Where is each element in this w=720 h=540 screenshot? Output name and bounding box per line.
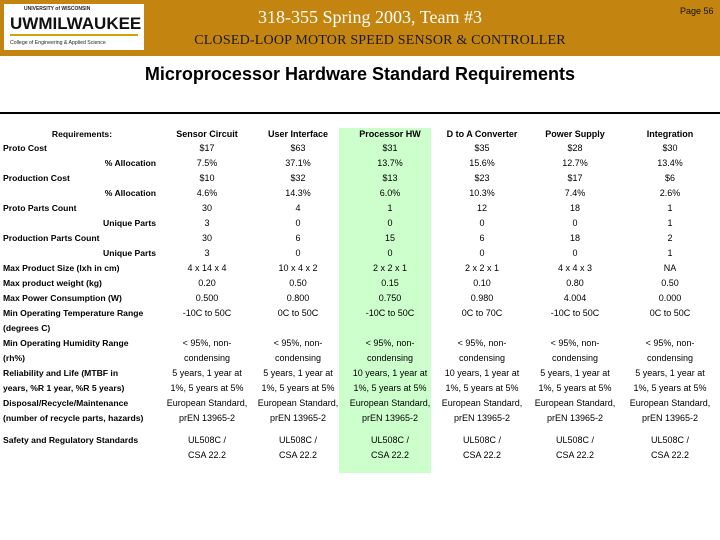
table-cell: condensing	[274, 352, 322, 363]
table-cell: prEN 13965-2	[453, 412, 511, 423]
course-title: 318-355 Spring 2003, Team #3	[258, 7, 482, 27]
table-cell: 5 years, 1 year at	[172, 367, 242, 378]
table-cell: 3	[204, 247, 210, 258]
table-cell: 0	[295, 217, 301, 228]
requirements-table	[2, 127, 718, 462]
table-cell: 12	[476, 202, 487, 213]
table-cell: 0.80	[566, 277, 584, 288]
table-cell: $13	[382, 172, 398, 183]
table-cell: $23	[474, 172, 490, 183]
table-cell: 5 years, 1 year at	[635, 367, 705, 378]
table-cell: 2 x 2 x 1	[372, 262, 408, 273]
table-row	[2, 260, 718, 275]
table-cell: $30	[662, 142, 678, 153]
table-cell: 6	[295, 232, 301, 243]
table-cell: 0	[295, 247, 301, 258]
table-cell	[528, 320, 622, 335]
table-cell: 3	[204, 217, 210, 228]
table-cell: 0.20	[198, 277, 216, 288]
table-cell: 30	[201, 202, 212, 213]
page-title: Microprocessor Hardware Standard Requirements	[144, 64, 576, 84]
logo-college-line: College of Engineering & Applied Science	[10, 40, 106, 46]
table-cell: CSA 22.2	[187, 449, 227, 460]
table-cell: 0.50	[289, 277, 307, 288]
table-cell: 10.3%	[469, 187, 495, 198]
table-cell: 5 years, 1 year at	[540, 367, 610, 378]
row-label: Production Cost	[3, 172, 70, 183]
row-label: Min Operating Humidity Range	[3, 337, 129, 348]
table-row	[2, 335, 718, 350]
table-cell: European Standard,	[629, 397, 711, 408]
table-row	[2, 365, 718, 380]
table-row	[2, 200, 718, 215]
logo-university-line: UNIVERSITY of WISCONSIN	[24, 6, 91, 12]
table-cell: 37.1%	[285, 157, 311, 168]
row-label: (degrees C)	[3, 322, 51, 333]
table-cell: 0	[387, 217, 393, 228]
table-row	[2, 410, 718, 425]
table-cell: 0.800	[286, 292, 310, 303]
header-sensor-circuit: Sensor Circuit	[176, 128, 238, 139]
table-cell: condensing	[646, 352, 694, 363]
table-cell: UL508C /	[462, 434, 502, 445]
table-cell: 1%, 5 years at 5%	[353, 382, 427, 393]
row-label: Max Power Consumption (W)	[3, 292, 122, 303]
row-label: (rh%)	[3, 352, 25, 363]
table-cell: $35	[474, 142, 490, 153]
slide-header	[0, 0, 720, 56]
table-cell: $63	[290, 142, 306, 153]
table-cell: condensing	[458, 352, 506, 363]
table-cell: < 95%, non-	[550, 337, 600, 348]
header-d-to-a-converter: D to A Converter	[446, 128, 518, 139]
header-power-supply: Power Supply	[545, 128, 605, 139]
table-row	[2, 432, 718, 447]
table-cell: 4.004	[563, 292, 587, 303]
table-cell: 15.6%	[469, 157, 495, 168]
table-row	[2, 140, 718, 155]
table-cell: 1%, 5 years at 5%	[538, 382, 612, 393]
table-cell: 10 x 4 x 2	[278, 262, 318, 273]
row-label	[2, 447, 162, 462]
row-label: Unique Parts	[102, 247, 156, 258]
table-row	[2, 290, 718, 305]
table-cell: 0	[479, 247, 485, 258]
table-cell: CSA 22.2	[650, 449, 690, 460]
table-row	[2, 305, 718, 320]
table-cell: 18	[569, 232, 580, 243]
row-label: years, %R 1 year, %R 5 years)	[3, 382, 125, 393]
table-cell: 1%, 5 years at 5%	[633, 382, 707, 393]
row-label: Production Parts Count	[3, 232, 100, 243]
row-label: Unique Parts	[102, 217, 156, 228]
page-number: Page 56	[680, 6, 714, 16]
table-cell: CSA 22.2	[462, 449, 502, 460]
table-cell: $28	[567, 142, 583, 153]
row-label: % Allocation	[104, 157, 156, 168]
table-row	[2, 380, 718, 395]
table-cell: CSA 22.2	[370, 449, 410, 460]
row-spacer	[2, 425, 718, 432]
table-cell: $10	[199, 172, 215, 183]
table-cell: 0.10	[473, 277, 491, 288]
table-row	[2, 320, 718, 335]
row-label: Max product weight (kg)	[3, 277, 102, 288]
table-cell: 1%, 5 years at 5%	[445, 382, 519, 393]
table-cell: European Standard,	[166, 397, 248, 408]
table-cell: 0.50	[661, 277, 679, 288]
table-cell: 1	[667, 217, 673, 228]
table-cell: $17	[567, 172, 583, 183]
table-cell: prEN 13965-2	[641, 412, 699, 423]
row-label: Reliability and Life (MTBF in	[3, 367, 119, 378]
row-label: Proto Parts Count	[3, 202, 77, 213]
table-cell: $31	[382, 142, 398, 153]
table-cell: 0.750	[378, 292, 402, 303]
table-cell: UL508C /	[370, 434, 410, 445]
table-cell: 6.0%	[379, 187, 401, 198]
logo-divider	[10, 34, 138, 36]
logo-uwm-wordmark: UWMILWAUKEE	[10, 14, 142, 33]
table-cell	[622, 320, 718, 335]
table-cell: -10C to 50C	[365, 307, 415, 318]
table-cell: European Standard,	[257, 397, 339, 408]
table-cell: 2.6%	[659, 187, 681, 198]
table-row	[2, 245, 718, 260]
table-cell: condensing	[366, 352, 414, 363]
table-cell: UL508C /	[650, 434, 690, 445]
row-label: Min Operating Temperature Range	[3, 307, 144, 318]
table-cell: prEN 13965-2	[269, 412, 327, 423]
table-cell: -10C to 50C	[550, 307, 600, 318]
table-row	[2, 185, 718, 200]
table-cell: CSA 22.2	[278, 449, 318, 460]
table-row	[2, 170, 718, 185]
table-cell	[344, 320, 436, 335]
table-cell: 4.6%	[196, 187, 218, 198]
table-cell: European Standard,	[534, 397, 616, 408]
row-label: % Allocation	[104, 187, 156, 198]
table-cell: 4	[295, 202, 301, 213]
table-cell: 13.4%	[657, 157, 683, 168]
table-cell: 0	[387, 247, 393, 258]
table-row	[2, 230, 718, 245]
table-cell	[162, 320, 252, 335]
table-cell: condensing	[551, 352, 599, 363]
table-cell: 1%, 5 years at 5%	[170, 382, 244, 393]
table-cell: < 95%, non-	[645, 337, 695, 348]
project-title: CLOSED-LOOP MOTOR SPEED SENSOR & CONTROLLER	[194, 33, 566, 48]
row-label: Safety and Regulatory Standards	[3, 434, 139, 445]
table-cell: CSA 22.2	[555, 449, 595, 460]
table-cell: 1	[387, 202, 393, 213]
table-cell: 1	[667, 247, 673, 258]
title-divider	[0, 112, 720, 114]
table-cell: $32	[290, 172, 306, 183]
header-integration: Integration	[646, 128, 694, 139]
table-cell: UL508C /	[187, 434, 227, 445]
table-cell: 1%, 5 years at 5%	[261, 382, 335, 393]
row-label: (number of recycle parts, hazards)	[3, 412, 144, 423]
table-cell: European Standard,	[349, 397, 431, 408]
row-label: Max Product Size (lxh in cm)	[3, 262, 120, 273]
table-cell: 6	[479, 232, 485, 243]
table-cell: $17	[199, 142, 215, 153]
table-cell: 7.5%	[196, 157, 218, 168]
table-cell: UL508C /	[555, 434, 595, 445]
row-label: Disposal/Recycle/Maintenance	[3, 397, 129, 408]
table-cell: European Standard,	[441, 397, 523, 408]
table-cell: prEN 13965-2	[361, 412, 419, 423]
table-cell: -10C to 50C	[182, 307, 232, 318]
table-cell: 7.4%	[564, 187, 586, 198]
table-cell: 0C to 50C	[649, 307, 691, 318]
university-logo	[4, 4, 144, 50]
table-cell: 0	[572, 217, 578, 228]
table-cell: 1	[667, 202, 673, 213]
table-cell: 0.15	[381, 277, 399, 288]
header-requirements: Requirements:	[51, 128, 113, 139]
table-row	[2, 215, 718, 230]
table-cell: < 95%, non-	[457, 337, 507, 348]
header-processor-hw: Processor HW	[359, 128, 421, 139]
table-cell: 2	[667, 232, 673, 243]
table-cell: 0	[572, 247, 578, 258]
table-cell: 12.7%	[562, 157, 588, 168]
header-user-interface: User Interface	[267, 128, 329, 139]
table-cell: 10 years, 1 year at	[444, 367, 520, 378]
table-cell: 0.980	[470, 292, 494, 303]
table-cell: 2 x 2 x 1	[464, 262, 500, 273]
table-cell: 0C to 70C	[461, 307, 503, 318]
table-cell: 0.000	[658, 292, 682, 303]
table-cell: prEN 13965-2	[178, 412, 236, 423]
table-cell: 14.3%	[285, 187, 311, 198]
table-row	[2, 447, 718, 462]
table-row	[2, 395, 718, 410]
row-label: Proto Cost	[3, 142, 47, 153]
table-cell: 4 x 14 x 4	[187, 262, 227, 273]
table-cell: < 95%, non-	[273, 337, 323, 348]
table-cell: 0.500	[195, 292, 219, 303]
table-row	[2, 275, 718, 290]
table-cell	[436, 320, 528, 335]
table-cell: < 95%, non-	[365, 337, 415, 348]
table-cell: 0	[479, 217, 485, 228]
table-cell: 10 years, 1 year at	[352, 367, 428, 378]
table-cell: 0C to 50C	[277, 307, 319, 318]
table-row	[2, 155, 718, 170]
table-cell: prEN 13965-2	[546, 412, 604, 423]
table-cell: $6	[664, 172, 675, 183]
table-cell: 4 x 4 x 3	[557, 262, 593, 273]
table-cell: < 95%, non-	[182, 337, 232, 348]
table-cell: 15	[384, 232, 395, 243]
table-header-row	[2, 127, 718, 140]
table-cell: 13.7%	[377, 157, 403, 168]
table-cell: 5 years, 1 year at	[263, 367, 333, 378]
table-cell: 18	[569, 202, 580, 213]
table-row	[2, 350, 718, 365]
table-cell	[252, 320, 344, 335]
table-cell: UL508C /	[278, 434, 318, 445]
table-cell: 30	[201, 232, 212, 243]
table-cell: NA	[663, 262, 677, 273]
table-cell: condensing	[183, 352, 231, 363]
